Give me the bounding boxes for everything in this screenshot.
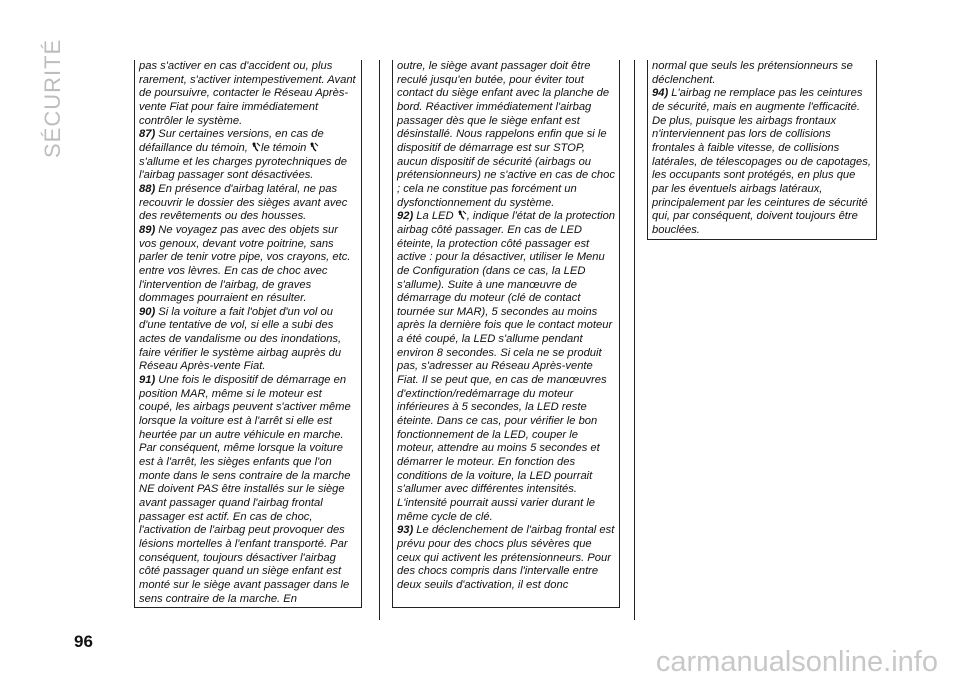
note-94: [652, 87, 872, 237]
paragraph-text: normal que seuls les prétensionneurs se déclenchent.: [652, 60, 853, 86]
column-divider: [634, 60, 635, 620]
note-89: [139, 224, 357, 306]
note-number: 92): [397, 210, 414, 223]
note-text: s'allume et les charges pyrotechniques de l'airbag passager sont désactivées.: [139, 155, 347, 182]
section-title: SÉCURITÉ: [40, 38, 65, 158]
note-text: Ne voyagez pas avec des objets sur vos genoux, devant votre poitrine, sans parler de tenir votre pipe, vos crayons, etc. entre vos lèvres. En cas de choc avec l'intervention de l'airbag, de graves dommages pourraient en résulter.: [139, 223, 351, 305]
paragraph-text: outre, le siège avant passager doit être reculé jusqu'en butée, pour éviter tout contact du siège enfant avec la planche de bord. Réactiver immédiatement l'airbag passager dès que le siège enfant est désinstallé. Nous rappelons enfin que si le dispositif de démarrage est sur STOP, aucun dispositif de sécurité (airbags ou prétensionneurs) ne s'active en cas de choc ; cela ne constitue pas forcément un dysfonctionnement du système.: [397, 60, 615, 209]
note-88: [139, 183, 357, 224]
note-number: 94): [652, 87, 669, 100]
text-column-2: [392, 60, 620, 608]
paragraph: [652, 60, 872, 87]
note-text: L'airbag ne remplace pas les ceintures de sécurité, mais en augmente l'efficacité. De plus, puisque les airbags frontaux n'interviennent pas lors de collisions frontales à faible vitesse, de collisions latérales, de télescopages ou de capotages, les occupants sont protégés, en plus que par les éventuels airbags latéraux, principalement par les ceintures de sécurité qui, par conséquent, doivent toujours être bouclées.: [652, 87, 871, 236]
airbag-off-warning-icon: [251, 142, 261, 152]
airbag-off-warning-icon: [457, 210, 467, 220]
paragraph: [397, 60, 615, 210]
note-93: [397, 524, 615, 592]
paragraph-text: pas s'activer en cas d'accident ou, plus rarement, s'activer intempestivement. Avant de poursuivre, contacter le Réseau Après-vente Fiat pour faire immédiatement contrôler le système.: [139, 60, 356, 127]
note-number: 93): [397, 524, 414, 537]
note-text: En présence d'airbag latéral, ne pas recouvrir le dossier des sièges avant avec des revêtements ou des housses.: [139, 182, 348, 223]
note-text: Si la voiture a fait l'objet d'un vol ou d'une tentative de vol, si elle a subi des actes de vandalisme ou des inondations, faire vérifier le système airbag auprès du Réseau Après-vente Fiat.: [139, 305, 342, 373]
airbag-off-warning-icon: [309, 142, 319, 152]
watermark: carmanualsonline.info: [655, 646, 938, 678]
text-column-3: [647, 60, 877, 240]
note-number: 90): [139, 305, 156, 318]
note-text: Sur certaines versions, en cas de défaillance du témoin,: [139, 128, 324, 154]
note-92: [397, 210, 615, 524]
text-column-1: [134, 60, 362, 608]
note-number: 91): [139, 374, 156, 387]
note-90: [139, 306, 357, 374]
paragraph: [139, 60, 357, 128]
note-text: Le déclenchement de l'airbag frontal est prévu pour des chocs plus sévères que ceux qui activent les prétensionneurs. Pour des chocs compris dans l'intervalle entre deux seuils d'activation, il est donc: [397, 524, 615, 591]
note-87: [139, 128, 357, 183]
note-number: 88): [139, 182, 156, 195]
column-divider: [379, 60, 380, 620]
note-number: 89): [139, 223, 156, 236]
note-number: 87): [139, 128, 156, 141]
note-text: La LED: [413, 210, 457, 223]
note-91: [139, 374, 357, 606]
page-number: 96: [74, 632, 93, 651]
note-text: le témoin: [260, 141, 310, 154]
note-text: Une fois le dispositif de démarrage en position MAR, même si le moteur est coupé, les airbags peuvent s'activer même lorsque la voiture est à l'arrêt si elle est heurtée par un autre véhicule en marche. Par conséquent, même lorsque la voiture est à l'arrêt, les sièges enfants que l'on monte dans le sens contraire de la marche NE doivent PAS être installés sur le siège avant passager quand l'airbag frontal passager est actif. En cas de choc, l'activation de l'airbag peut provoquer des lésions mortelles à l'enfant transporté. Par conséquent, toujours désactiver l'airbag côté passager quand un siège enfant est monté sur le siège avant passager dans le sens contraire de la marche. En: [139, 374, 351, 605]
note-text: , indique l'état de la protection airbag côté passager. En cas de LED éteinte, la protection côté passager est active : pour la désactiver, utiliser le Menu de Configuration (dans ce cas, la LED s'allume). Suite à une manœuvre de démarrage du moteur (clé de contact tournée sur MAR), 5 secondes au moins après la dernière fois que le contact moteur a été coupé, la LED s'allume pendant environ 8 secondes. Si cela ne se produit pas, s'adresser au Réseau Après-vente Fiat. Il se peut que, en cas de manœuvres d'extinction/redémarrage du moteur inférieures à 5 secondes, la LED reste éteinte. Dans ce cas, pour vérifier le bon fonctionnement de la LED, couper le moteur, attendre au moins 5 secondes et démarrer le moteur. En fonction des conditions de la voiture, la LED pourrait s'allumer avec différentes intensités. L'intensité pourrait aussi varier durant le même cycle de clé.: [397, 210, 616, 523]
